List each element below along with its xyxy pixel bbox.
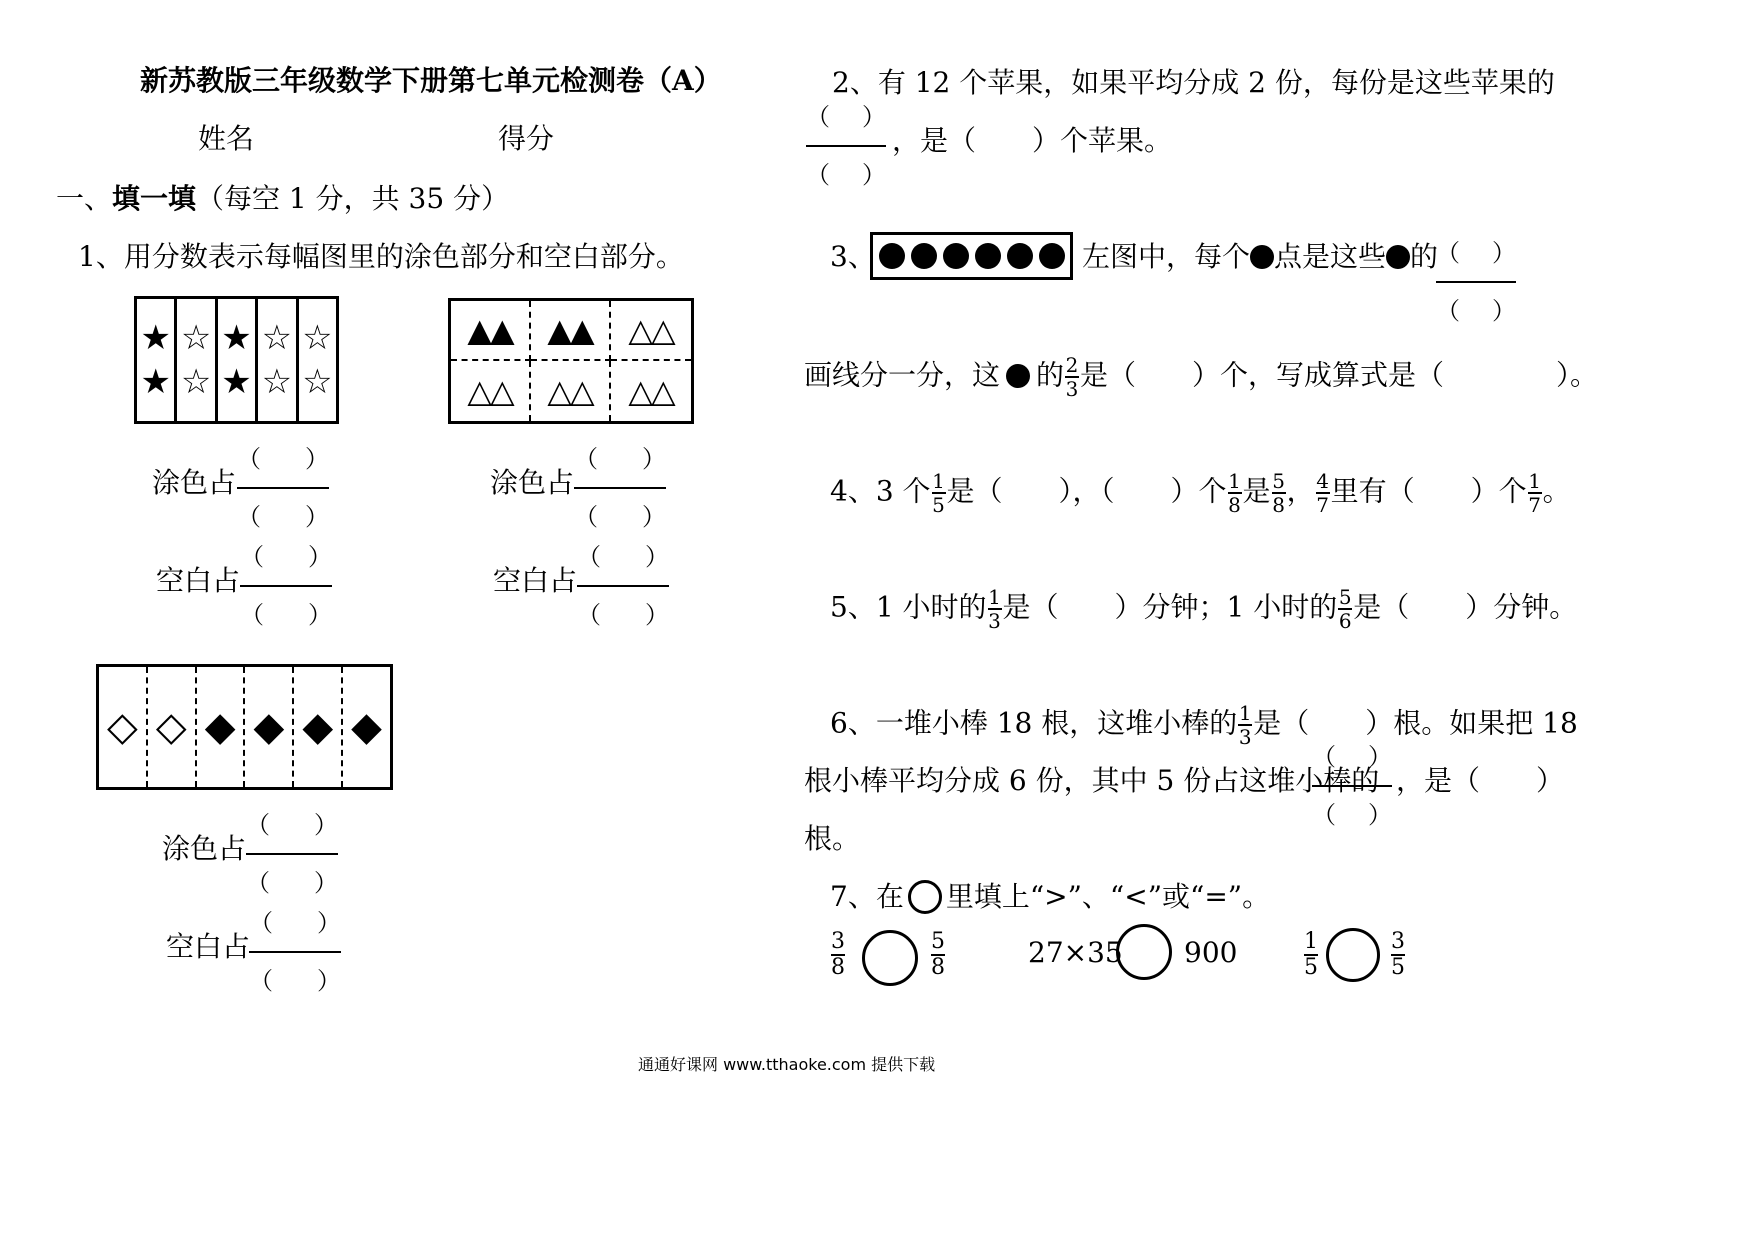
question-3-line2: [804, 354, 1598, 400]
question-4-text: 4、3 个 $\frac{1}{5}$ 是（ ），（ ）个 $\frac{1}{8}$ 是 $\frac{5}{8}$ ， $\frac{4}{7}$ 里有（ ）个 $\frac{1}{7}$ 。: [830, 469, 1571, 517]
shaded-label-3: 涂色占: [162, 832, 247, 865]
question-1-text: 1、用分数表示每幅图里的涂色部分和空白部分。: [78, 240, 684, 273]
q3-fraction-blank[interactable]: （ ） （ ）: [1436, 239, 1516, 325]
shaded-label-1: 涂色占: [152, 466, 237, 499]
question-3-line1: [1082, 240, 1438, 274]
triangle-cell: △△: [628, 372, 674, 410]
q7-item2-left: 27×35: [1028, 936, 1123, 969]
dot-icon: [975, 243, 1001, 269]
q7-item1-right: 5 8: [931, 929, 945, 980]
dot-icon: [911, 243, 937, 269]
dot-icon: [1007, 243, 1033, 269]
diamonds-figure: [96, 664, 393, 790]
circle-icon: [908, 880, 942, 914]
blank-label-2: 空白占: [493, 564, 578, 597]
q3-line2a: 画线分一分，这: [804, 358, 1001, 392]
blank-label-3: 空白占: [166, 930, 251, 963]
section-name: 填一填: [112, 182, 197, 215]
empty-star-icon: ☆: [180, 318, 212, 358]
star-column: [177, 299, 217, 421]
empty-diamond-icon: ◇: [99, 667, 148, 787]
q3-text2: 点是这些: [1274, 240, 1387, 273]
section-number: 一、: [56, 182, 113, 215]
dot-icon: [1006, 364, 1030, 388]
star-column: [137, 299, 177, 421]
dot-icon: [1386, 245, 1410, 269]
shaded-fraction-blank-2[interactable]: （ ） （ ）: [574, 445, 666, 531]
star-column: [299, 299, 336, 421]
empty-star-icon: ☆: [180, 362, 212, 402]
question-6-line1: 6、一堆小棒 18 根，这堆小棒的 $\frac{1}{3}$ 是（ ）根。如果把 18: [830, 701, 1578, 749]
blank-fraction-blank-2[interactable]: （ ） （ ）: [577, 543, 669, 629]
dot-icon: [879, 243, 905, 269]
dots-figure: [870, 232, 1073, 280]
fraction: $\frac{4}{7}$: [1316, 469, 1329, 517]
filled-diamond-icon: ◆: [294, 667, 343, 787]
triangle-cell: △△: [451, 361, 531, 421]
q7-item3-right: 3 5: [1391, 929, 1405, 980]
star-column: [258, 299, 298, 421]
shaded-fraction-blank-1[interactable]: （ ） （ ）: [237, 445, 329, 531]
dot-icon: [943, 243, 969, 269]
section-points: （每空 1 分，共 35 分）: [196, 182, 510, 215]
q3-line2c: 是（ ）个，写成算式是（ ）。: [1080, 358, 1599, 392]
question-3-number: 3、: [830, 240, 876, 273]
question-7-text: 7、在 里填上“>”、“<”或“=”。: [830, 880, 1271, 913]
filled-diamond-icon: ◆: [351, 704, 382, 750]
question-5-text: 5、1 小时的 $\frac{1}{3}$ 是（ ）分钟；1 小时的 $\frac{5}{6}$ 是（ ）分钟。: [830, 585, 1578, 633]
fraction: $\frac{1}{3}$: [1238, 701, 1252, 749]
blank-fraction-blank-1[interactable]: （ ） （ ）: [240, 543, 332, 629]
empty-star-icon: ☆: [302, 362, 333, 402]
q3-text3: 的: [1410, 240, 1439, 273]
fraction: $\frac{5}{6}$: [1338, 585, 1352, 633]
triangle-cell: △△: [611, 301, 691, 361]
fraction: $\frac{1}{3}$: [988, 585, 1001, 633]
blank-fraction-blank-3[interactable]: （ ） （ ）: [249, 909, 341, 995]
fraction: $\frac{5}{8}$: [1272, 469, 1285, 517]
q7-item1-left: 3 8: [831, 929, 845, 980]
blank-label-1: 空白占: [156, 564, 241, 597]
fraction: $\frac{1}{7}$: [1528, 469, 1541, 517]
triangles-figure: [448, 298, 694, 424]
dot-icon: [1039, 243, 1065, 269]
question-6-line2-tail: ，是（ ）: [1396, 764, 1565, 797]
empty-star-icon: ☆: [302, 318, 333, 358]
fraction: $\frac{1}{5}$: [932, 469, 945, 517]
question-2-text: 2、有 12 个苹果，如果平均分成 2 份，每份是这些苹果的: [832, 66, 1555, 99]
fraction: $\frac{1}{8}$: [1228, 469, 1241, 517]
footer-credit: 通通好课网 www.tthaoke.com 提供下载: [638, 1055, 936, 1074]
triangle-cell: ▲▲: [451, 301, 531, 361]
empty-star-icon: ☆: [261, 362, 293, 402]
q7-item2-right: 900: [1184, 936, 1238, 969]
page-title: 新苏教版三年级数学下册第七单元检测卷（A）: [140, 64, 722, 97]
q6-fraction-blank[interactable]: （ ） （ ）: [1312, 743, 1392, 829]
triangle-cell: ▲▲: [531, 301, 611, 361]
question-6-line3: 根。: [804, 822, 861, 855]
filled-star-icon: ★: [221, 362, 252, 402]
question-2-tail: ，是（ ）个苹果。: [892, 124, 1173, 157]
question-6-line2: 根小棒平均分成 6 份，其中 5 份占这堆小棒的: [804, 764, 1380, 797]
empty-star-icon: ☆: [261, 318, 293, 358]
q2-fraction-blank[interactable]: （ ） （ ）: [806, 103, 886, 189]
shaded-fraction-blank-3[interactable]: （ ） （ ）: [246, 811, 338, 897]
shaded-label-2: 涂色占: [490, 466, 575, 499]
q7-item2-compare-circle[interactable]: [1116, 924, 1172, 980]
star-column: [218, 299, 258, 421]
empty-diamond-icon: ◇: [148, 667, 197, 787]
name-label: 姓名: [198, 122, 255, 155]
q3-line2b: 的: [1036, 358, 1065, 392]
q7-item3-compare-circle[interactable]: [1326, 928, 1380, 982]
score-label: 得分: [498, 122, 555, 155]
stars-figure: [134, 296, 339, 424]
triangle-cell: △△: [531, 361, 611, 421]
section-heading: [56, 182, 509, 216]
filled-diamond-icon: ◆: [245, 667, 294, 787]
filled-diamond-icon: ◆: [197, 667, 246, 787]
filled-star-icon: ★: [140, 362, 171, 402]
dot-icon: [1250, 245, 1274, 269]
filled-star-icon: ★: [140, 318, 171, 358]
filled-star-icon: ★: [221, 318, 252, 358]
fraction-2-3: $\frac{2}{3}$: [1065, 353, 1079, 401]
q7-item1-compare-circle[interactable]: [862, 930, 918, 986]
q3-text1: 左图中，每个: [1082, 240, 1251, 273]
q7-item3-left: 1 5: [1304, 929, 1318, 980]
